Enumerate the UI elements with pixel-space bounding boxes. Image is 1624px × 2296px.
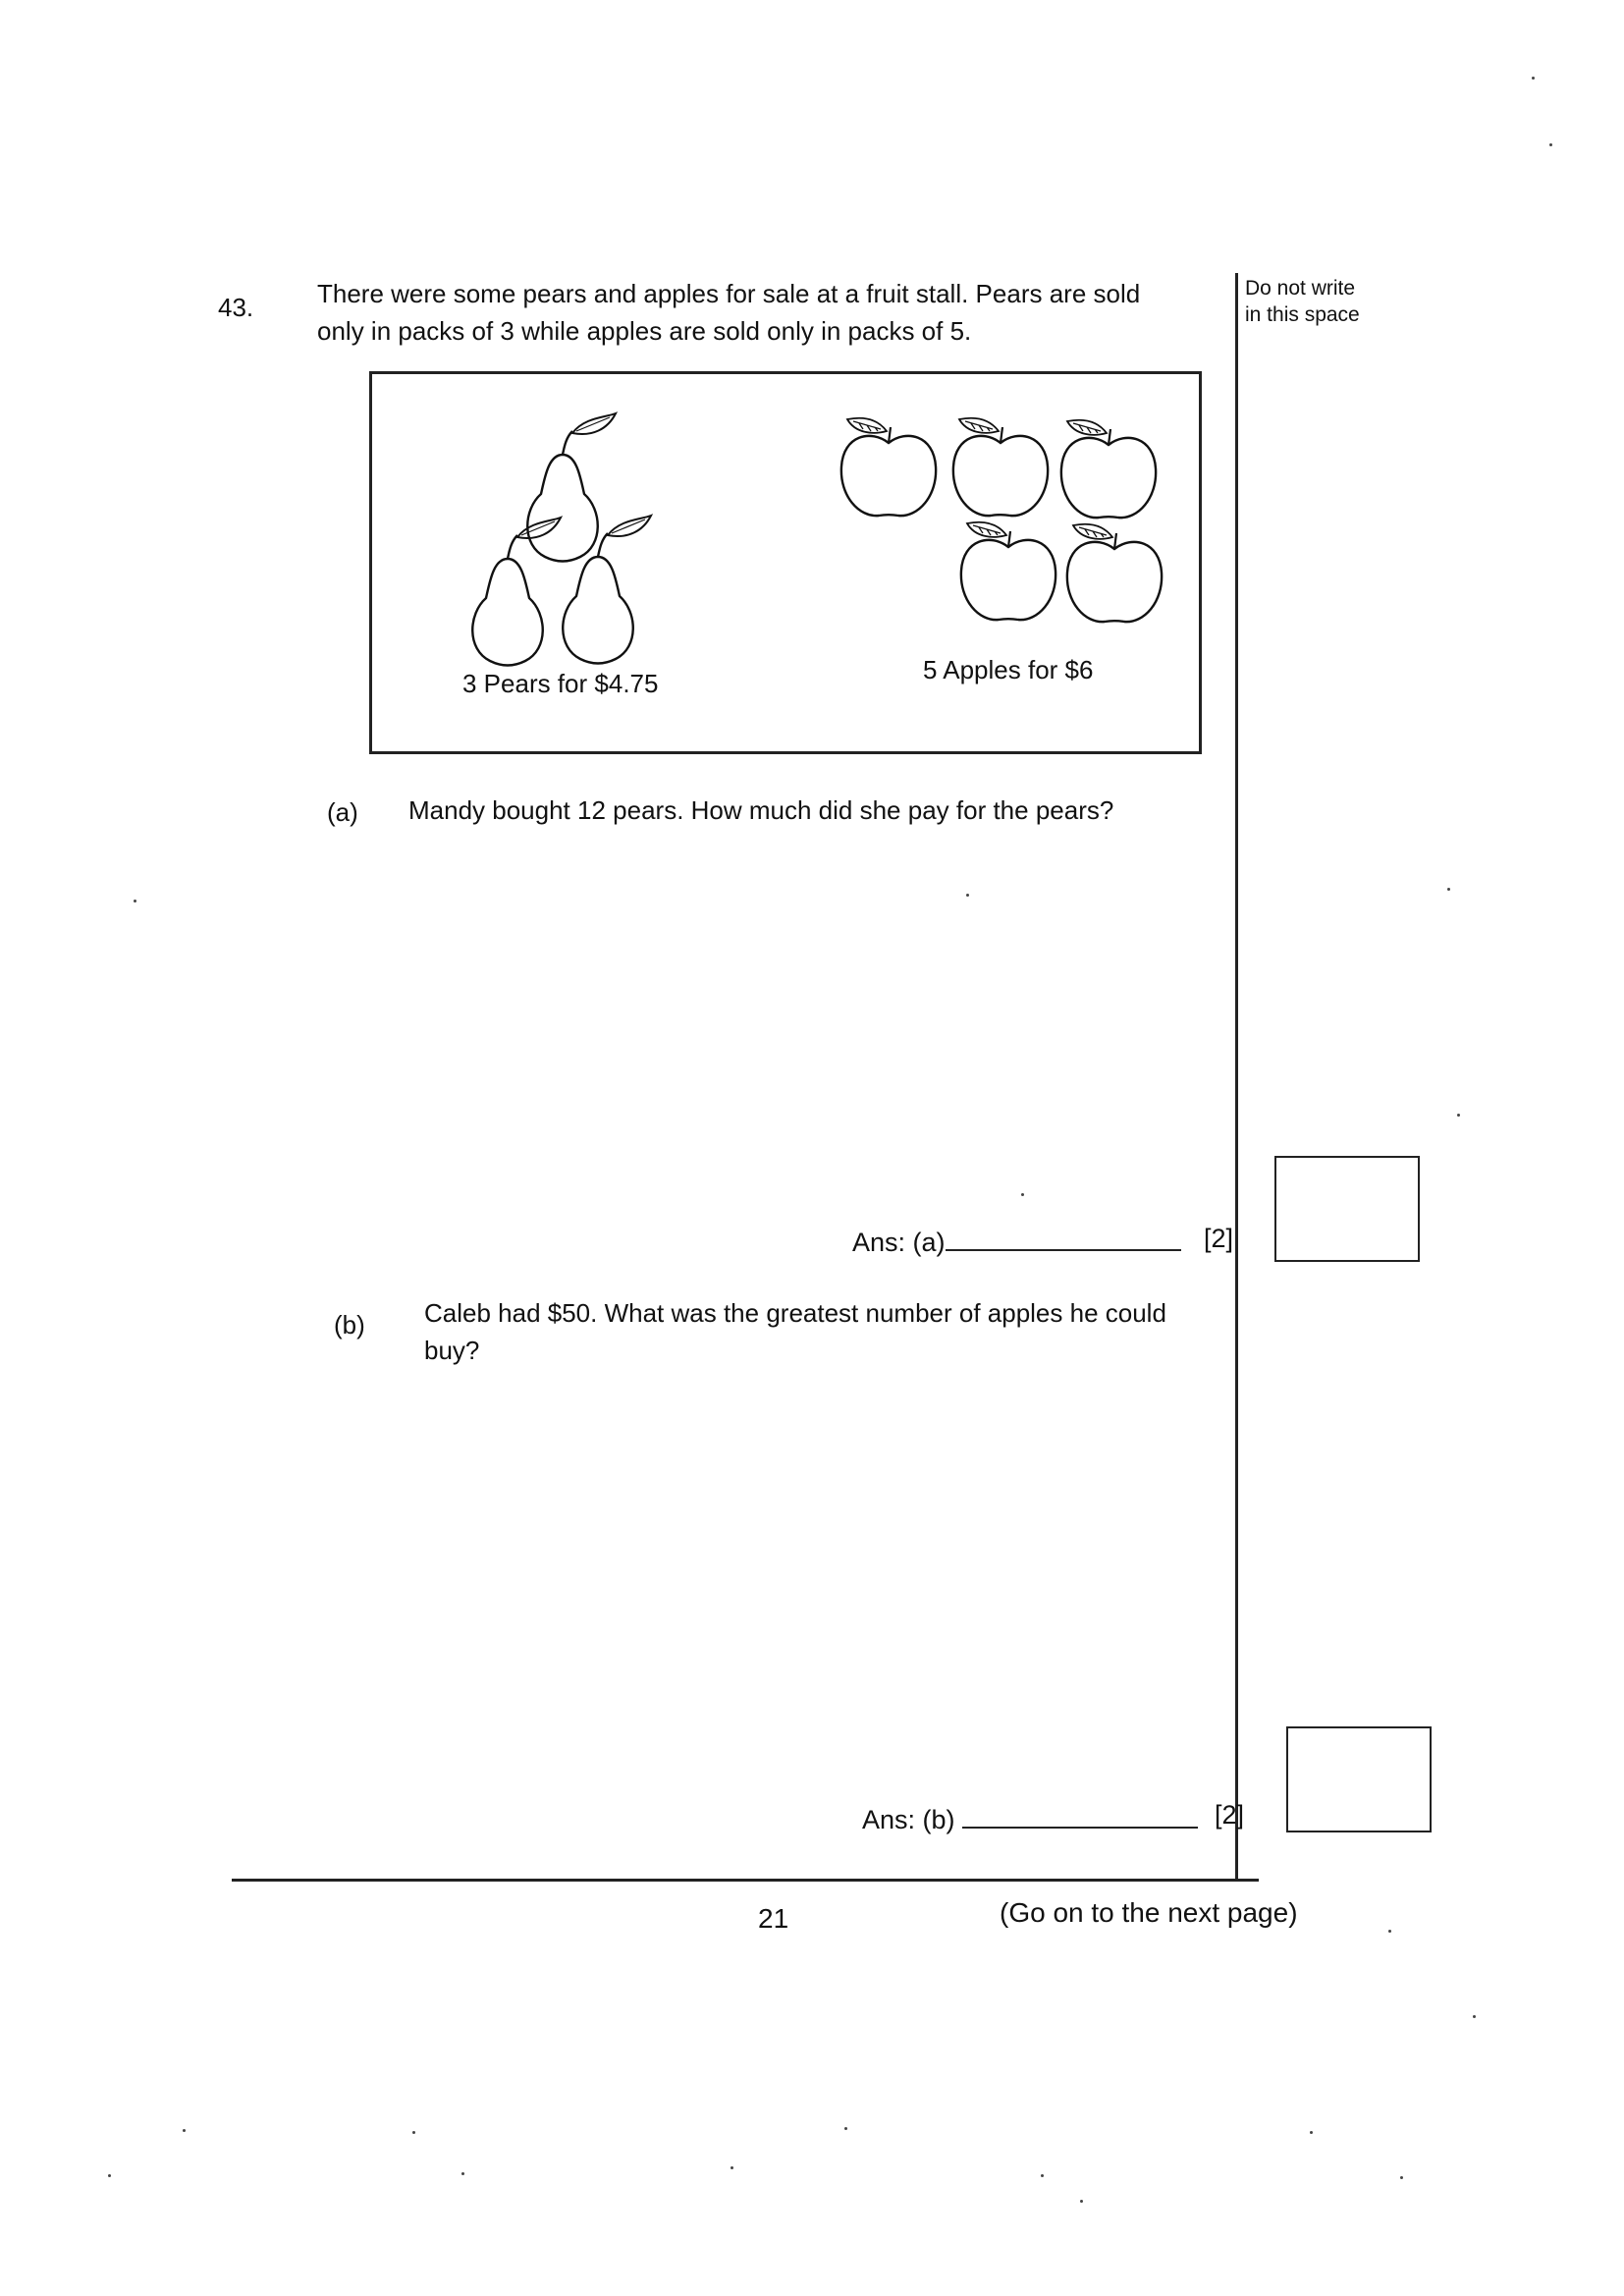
margin-note — [1245, 275, 1360, 328]
question-number: 43. — [218, 293, 254, 322]
scan-speck — [1532, 77, 1535, 80]
scan-speck — [1400, 2176, 1403, 2179]
scan-speck — [461, 2172, 464, 2175]
scan-speck — [1041, 2174, 1044, 2177]
next-page-note: (Go on to the next page) — [1000, 1897, 1298, 1928]
scan-speck — [183, 2129, 186, 2132]
scan-speck — [412, 2131, 415, 2134]
part-a-answer-label: Ans: (a) — [852, 1228, 946, 1257]
apple-drawing — [841, 418, 936, 516]
part-b-label: (b) — [334, 1310, 365, 1339]
part-b-question-line-2: buy? — [424, 1336, 480, 1365]
scan-speck — [731, 2166, 733, 2169]
margin-divider — [1235, 273, 1238, 1881]
scan-speck — [1549, 143, 1552, 146]
fruit-figure — [369, 371, 1202, 754]
apple-drawing — [953, 418, 1048, 516]
scan-speck — [844, 2127, 847, 2130]
apple-drawing — [1067, 524, 1162, 622]
apples-price-caption: 5 Apples for $6 — [923, 655, 1094, 684]
part-a-label: (a) — [327, 797, 358, 827]
part-a-marking-box — [1274, 1156, 1420, 1262]
part-a-marks: [2] — [1204, 1224, 1234, 1253]
pear-drawing — [472, 518, 561, 666]
part-b-answer-label: Ans: (b) — [862, 1805, 955, 1834]
scan-speck — [1310, 2131, 1313, 2134]
question-stem-line-2: only in packs of 3 while apples are sold only in packs of 5. — [317, 316, 972, 346]
page-number: 21 — [758, 1903, 789, 1934]
part-b-answer-row — [862, 1805, 1198, 1835]
scan-speck — [1457, 1114, 1460, 1117]
question-stem — [317, 275, 1211, 350]
question-stem-line-1: There were some pears and apples for sale at a fruit stall. Pears are sold — [317, 279, 1141, 308]
part-a-answer-row — [852, 1228, 1181, 1258]
pear-drawing — [563, 516, 651, 664]
scan-speck — [1473, 2015, 1476, 2018]
part-b-marks: [2] — [1215, 1800, 1245, 1830]
margin-note-line-2: in this space — [1245, 303, 1360, 326]
scan-speck — [1388, 1930, 1391, 1933]
scan-speck — [1021, 1193, 1024, 1196]
scan-speck — [108, 2174, 111, 2177]
apple-drawing — [1061, 420, 1156, 518]
margin-note-line-1: Do not write — [1245, 277, 1356, 300]
scan-speck — [1447, 888, 1450, 891]
apple-drawing — [961, 522, 1056, 620]
scan-speck — [134, 900, 136, 902]
footer-rule — [232, 1879, 1259, 1882]
part-b-question — [424, 1294, 1239, 1369]
part-b-answer-line[interactable] — [962, 1805, 1198, 1829]
scan-speck — [966, 894, 969, 897]
part-a-answer-line[interactable] — [946, 1228, 1181, 1251]
part-b-question-line-1: Caleb had $50. What was the greatest number of apples he could — [424, 1298, 1166, 1328]
scan-speck — [1080, 2200, 1083, 2203]
part-a-question: Mandy bought 12 pears. How much did she pay for the pears? — [408, 795, 1114, 825]
part-b-marking-box — [1286, 1726, 1432, 1832]
pears-price-caption: 3 Pears for $4.75 — [462, 669, 659, 698]
